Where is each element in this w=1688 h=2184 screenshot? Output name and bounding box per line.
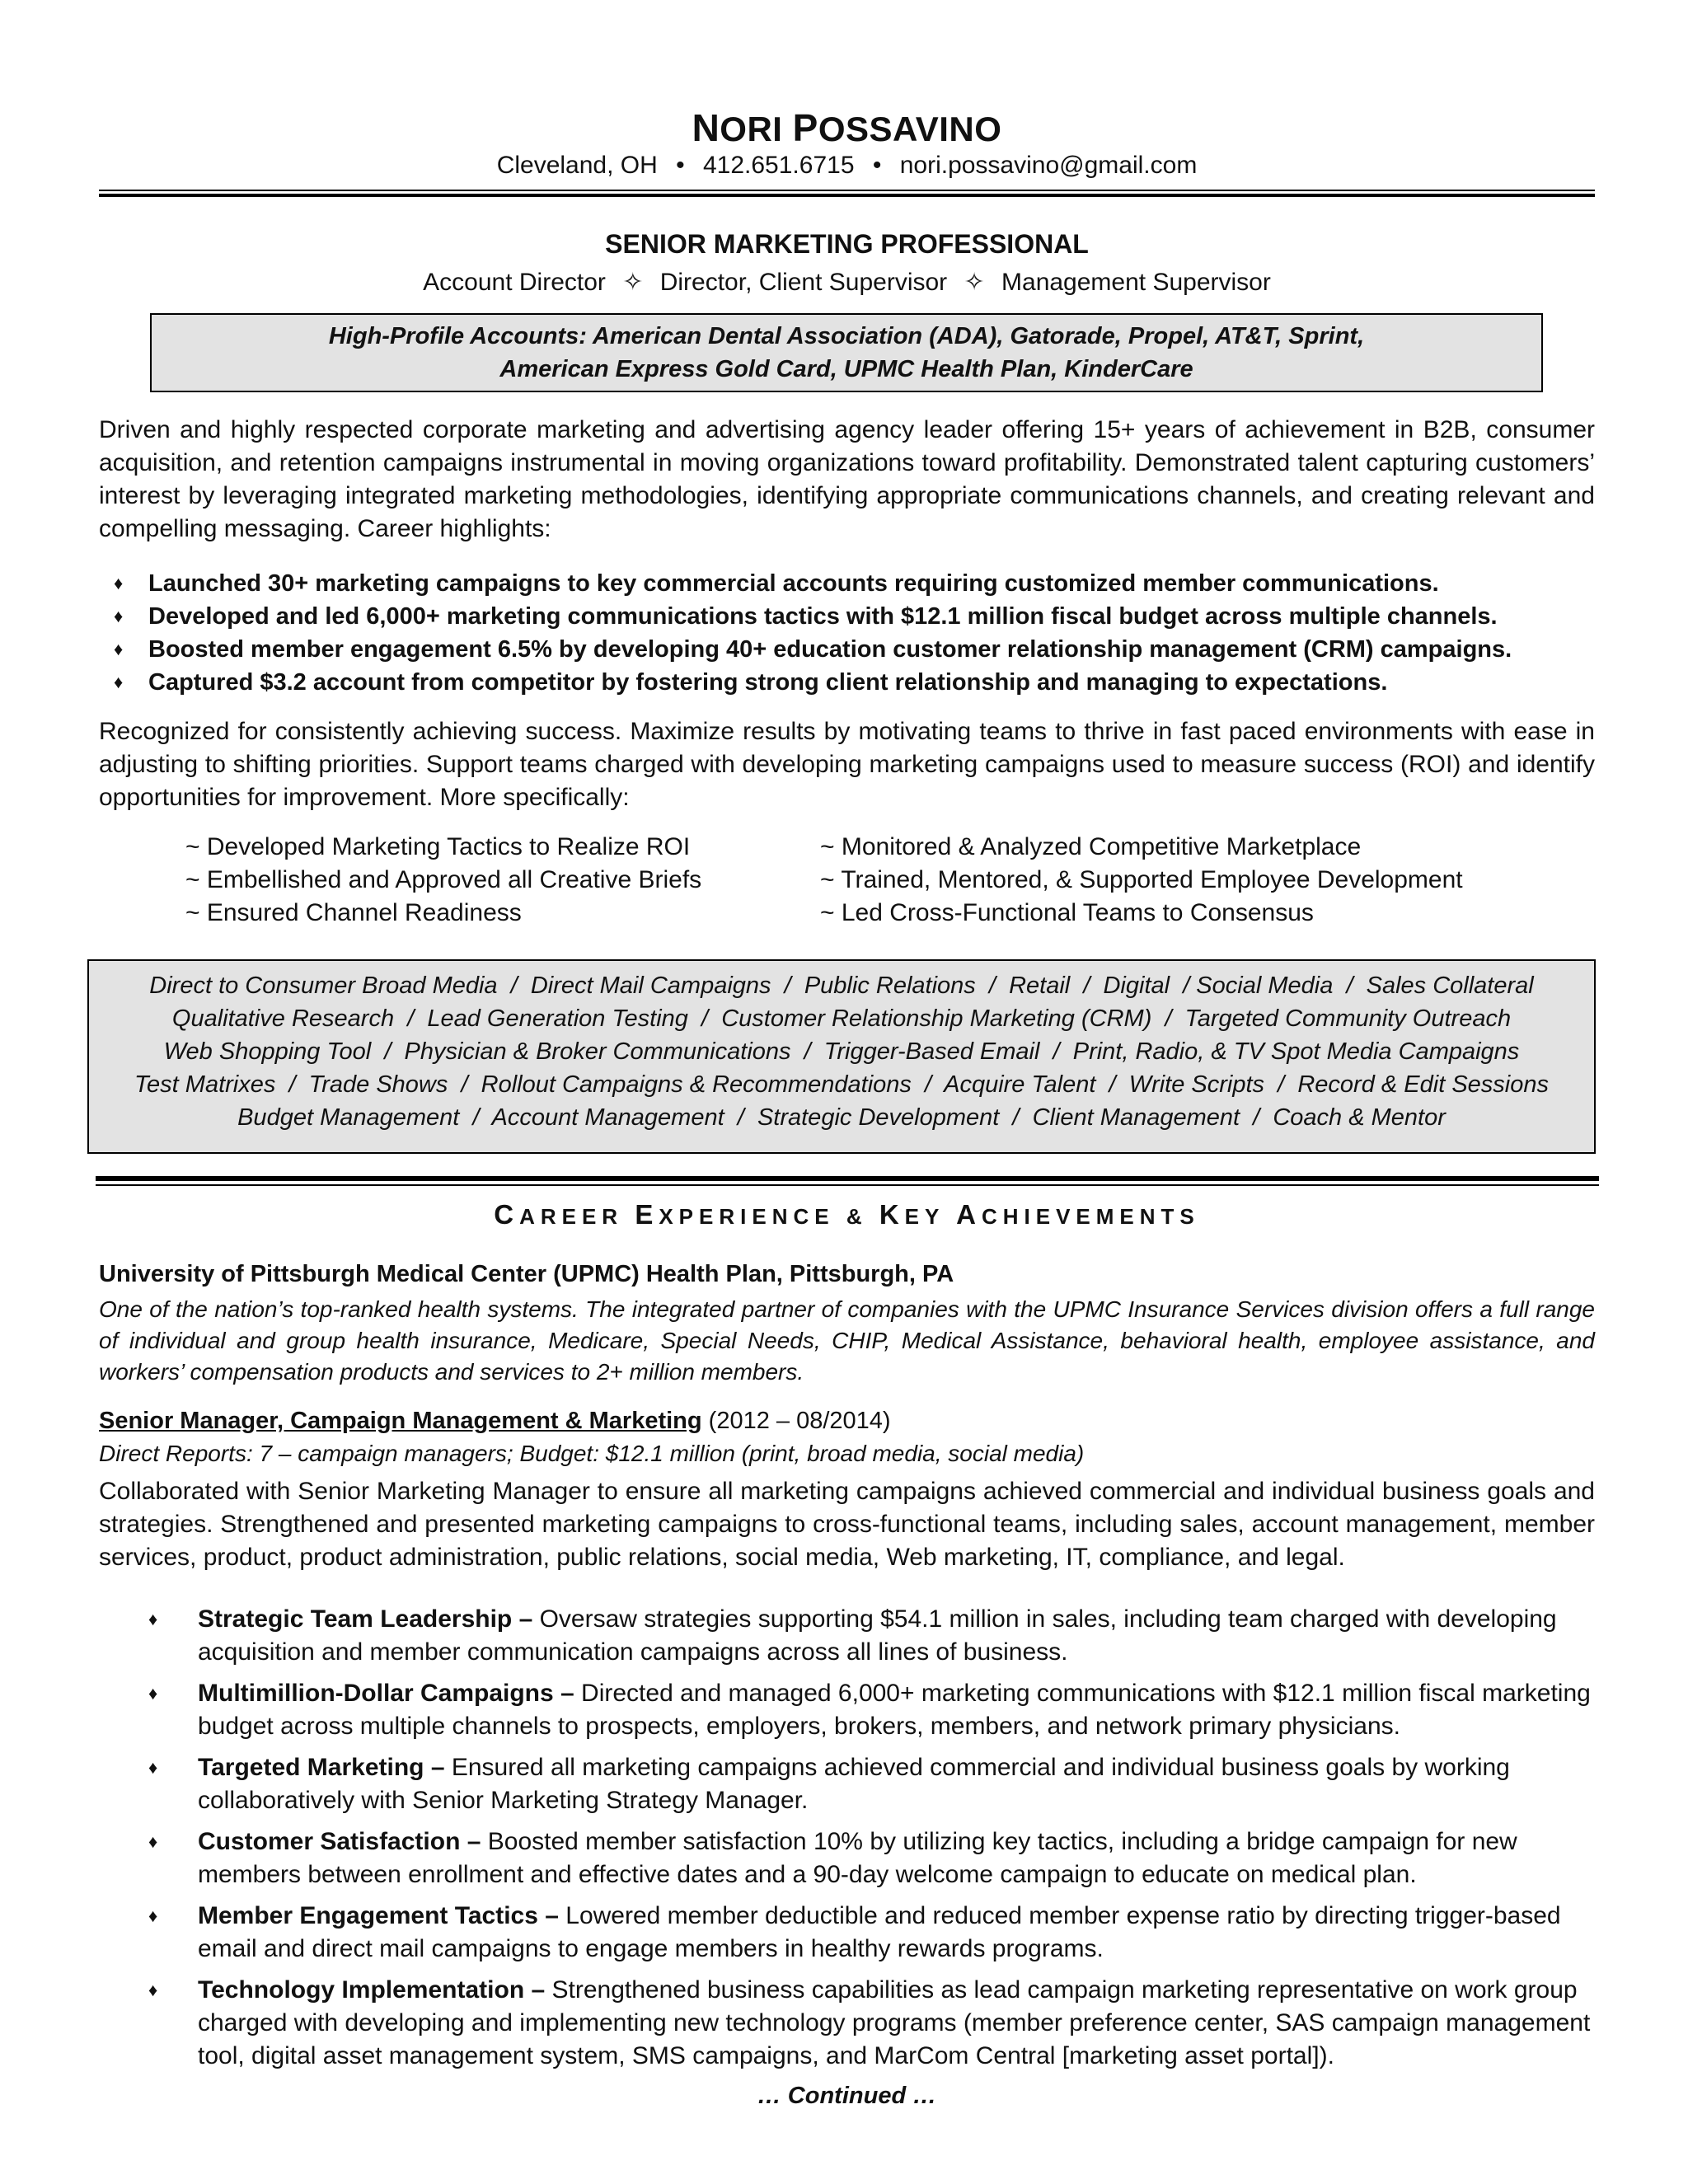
- email: nori.possavino@gmail.com: [899, 152, 1198, 179]
- role-title: Senior Manager, Campaign Management & Marketing: [99, 1408, 702, 1434]
- recognition-paragraph: Recognized for consistently achieving success. Maximize results by motivating teams to thrive in fast paced environments with ease in adjusting to shifting priorities. Support teams charged with developing marketing campaigns used to measure success (ROI) and identify opportunities for improvement. More specifically:: [99, 718, 1595, 811]
- specific-item: ~ Embellished and Approved all Creative Briefs: [185, 866, 702, 893]
- header-rule: [99, 190, 1595, 197]
- subtitle-management-supervisor: Management Supervisor: [1001, 269, 1271, 296]
- diamond-bullet-icon: ♦: [148, 1683, 158, 1704]
- achievements-list: [148, 1603, 1599, 2081]
- diamond-icon: ✧: [964, 269, 985, 296]
- diamond-icon: ✧: [622, 269, 644, 296]
- achievement-item: ♦ Multimillion-Dollar Campaigns – Directed and managed 6,000+ marketing communications with $12.1 million fiscal marketing budget across multiple channels to prospects, employers, brokers, members, and network primary physicians.: [148, 1677, 1599, 1743]
- profile-subtitles: [99, 268, 1595, 297]
- achievement-item: ♦ Strategic Team Leadership – Oversaw strategies supporting $54.1 million in sales, including team charged with developing acquisition and member communication campaigns across all lines of business.: [148, 1603, 1599, 1669]
- diamond-bullet-icon: ♦: [114, 672, 124, 692]
- accounts-line: American Express Gold Card, UPMC Health Plan, KinderCare: [499, 356, 1193, 382]
- diamond-bullet-icon: ♦: [148, 1757, 158, 1778]
- role-dates: (2012 – 08/2014): [708, 1408, 891, 1434]
- diamond-bullet-icon: ♦: [114, 639, 124, 659]
- achievement-item: ♦ Technology Implementation – Strengthened business capabilities as lead campaign marketing representative on work group charged with developing and implementing new technology programs (member preference center, SAS campaign management tool, digital asset management system, SMS campaigns, and MarCom Central [marketing asset portal]).: [148, 1974, 1599, 2073]
- highlight-item: ♦ Captured $3.2 account from competitor by fostering strong client relationship and managing to expectations.: [99, 666, 1595, 699]
- profile-headline: SENIOR MARKETING PROFESSIONAL: [605, 229, 1089, 259]
- section-rule-thin: [96, 1184, 1599, 1186]
- skills-line: Web Shopping Tool / Physician & Broker Communications / Trigger-Based Email / Print, Radio, & TV Spot Media Campaigns: [163, 1038, 1520, 1065]
- continued-note: … Continued …: [757, 2083, 937, 2109]
- phone: 412.651.6715: [702, 152, 855, 179]
- specific-item: ~ Led Cross-Functional Teams to Consensus: [820, 899, 1314, 926]
- skills-line: Budget Management / Account Management / Strategic Development / Client Management / Coach & Mentor: [237, 1104, 1446, 1131]
- diamond-bullet-icon: ♦: [148, 1609, 158, 1629]
- summary-paragraph: Driven and highly respected corporate marketing and advertising agency leader offering 15+ years of achievement in B2B, consumer acquisition, and retention campaigns instrumental in moving organizations toward profitability. Demonstrated talent capturing customers’ interest by leveraging integrated marketing methodologies, identifying appropriate communications channels, and creating relevant and compelling messaging. Career highlights:: [99, 416, 1595, 542]
- section-rule: [96, 1176, 1599, 1181]
- specific-item: ~ Monitored & Analyzed Competitive Marketplace: [820, 833, 1362, 860]
- role-summary: Collaborated with Senior Marketing Manager to ensure all marketing campaigns achieved commercial and individual business goals and strategies. Strengthened and presented marketing campaigns to cross-functional teams, including sales, account management, member services, product, product administration, public relations, social media, Web marketing, IT, compliance, and legal.: [99, 1478, 1595, 1571]
- achievement-item: ♦ Targeted Marketing – Ensured all marketing campaigns achieved commercial and individual business goals by working collaboratively with Senior Marketing Strategy Manager.: [148, 1751, 1599, 1817]
- achievement-item: ♦ Customer Satisfaction – Boosted member satisfaction 10% by utilizing key tactics, including a bridge campaign for new members between enrollment and effective dates and a 90-day welcome campaign to educate on medical plan.: [148, 1825, 1599, 1891]
- diamond-bullet-icon: ♦: [148, 1831, 158, 1852]
- subtitle-client-supervisor: Director, Client Supervisor: [659, 269, 948, 296]
- role-heading: [99, 1408, 891, 1435]
- highlight-item: ♦ Boosted member engagement 6.5% by developing 40+ education customer relationship management (CRM) campaigns.: [99, 633, 1595, 666]
- highlight-item: ♦ Launched 30+ marketing campaigns to key commercial accounts requiring customized member communications.: [99, 567, 1595, 600]
- skills-line: Direct to Consumer Broad Media / Direct Mail Campaigns / Public Relations / Retail / Digital / Social Media / Sales Collateral: [149, 972, 1534, 999]
- role-meta: Direct Reports: 7 – campaign managers; Budget: $12.1 million (print, broad media, social media): [99, 1441, 1085, 1466]
- specific-item: ~ Developed Marketing Tactics to Realize ROI: [185, 833, 691, 860]
- candidate-name: NORI POSSAVINO: [692, 106, 1002, 149]
- specifics-right-column: [820, 831, 1463, 930]
- separator-dot: •: [872, 152, 882, 179]
- subtitle-account-director: Account Director: [423, 269, 606, 296]
- separator-dot: •: [676, 152, 685, 179]
- specifics-left-column: [185, 831, 701, 930]
- career-highlights: [99, 567, 1595, 699]
- diamond-bullet-icon: ♦: [114, 573, 124, 593]
- section-title-career-experience: CAREER EXPERIENCE & KEY ACHIEVEMENTS: [494, 1199, 1200, 1230]
- diamond-bullet-icon: ♦: [114, 606, 124, 626]
- specific-item: ~ Trained, Mentored, & Supported Employee Development: [820, 866, 1463, 893]
- skills-line: Test Matrixes / Trade Shows / Rollout Campaigns & Recommendations / Acquire Talent / Write Scripts / Record & Edit Sessions: [134, 1071, 1549, 1098]
- skills-line: Qualitative Research / Lead Generation Testing / Customer Relationship Marketing (CRM) / Targeted Community Outreach: [171, 1005, 1512, 1032]
- high-profile-accounts-box: [150, 313, 1543, 392]
- contact-line: [99, 152, 1595, 180]
- location: Cleveland, OH: [496, 152, 658, 179]
- diamond-bullet-icon: ♦: [148, 1980, 158, 2000]
- employer-description: One of the nation’s top-ranked health systems. The integrated partner of companies with the UPMC Insurance Services division offers a full range of individual and group health insurance, Medicare, Special Needs, CHIP, Medical Assistance, behavioral health, employee assistance, and workers’ compensation products and services to 2+ million members.: [99, 1296, 1595, 1385]
- employer-name: University of Pittsburgh Medical Center (UPMC) Health Plan, Pittsburgh, PA: [99, 1261, 954, 1287]
- skills-box: [87, 959, 1596, 1154]
- accounts-line: High-Profile Accounts: American Dental Association (ADA), Gatorade, Propel, AT&T, Sprint,: [328, 323, 1365, 349]
- achievement-item: ♦ Member Engagement Tactics – Lowered member deductible and reduced member expense ratio by directing trigger-based email and direct mail campaigns to engage members in healthy rewards programs.: [148, 1900, 1599, 1966]
- highlight-item: ♦ Developed and led 6,000+ marketing communications tactics with $12.1 million fiscal budget across multiple channels.: [99, 600, 1595, 633]
- diamond-bullet-icon: ♦: [148, 1905, 158, 1926]
- specific-item: ~ Ensured Channel Readiness: [185, 899, 522, 926]
